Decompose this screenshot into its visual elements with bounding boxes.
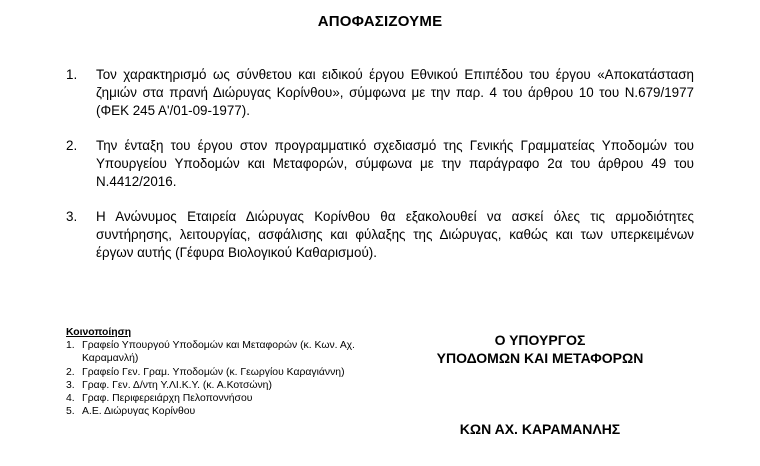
decision-item bbox=[66, 208, 694, 262]
notification-list bbox=[66, 339, 366, 418]
signatory-title bbox=[380, 331, 700, 367]
notification-number: 2. bbox=[66, 366, 75, 378]
notification-item bbox=[66, 392, 366, 405]
notification-text: Γραφ. Περιφερειάρχη Πελοποννήσου bbox=[82, 393, 253, 405]
notification-number: 3. bbox=[66, 379, 75, 391]
decision-number: 1. bbox=[66, 67, 78, 82]
decision-text: Τον χαρακτηρισμό ως σύνθετου και ειδικού έργου Εθνικού Επιπέδου του έργου «Αποκατάσταση ζημιών στα πρανή Διώρυγας Κορίνθου», σύμφωνα με την παρ. 4 του άρθρου 10 του Ν.679/1977 (ΦΕΚ 245 Α'/01-09-1977). bbox=[96, 67, 694, 118]
decision-text: Η Ανώνυμος Εταιρεία Διώρυγας Κορίνθου θα εξακολουθεί να ασκεί όλες τις αρμοδιότητες συντήρησης, λειτουργίας, ασφάλισης και φύλαξης της Διώρυγας, καθώς και των υπερκειμένων έργων αυτής (Γέφυρα Βιολογικού Καθαρισμού). bbox=[96, 209, 694, 260]
decision-number: 2. bbox=[66, 138, 78, 153]
decision-heading: ΑΠΟΦΑΣΙΖΟΥΜΕ bbox=[317, 13, 443, 30]
notification-item bbox=[66, 405, 366, 418]
notification-number: 4. bbox=[66, 393, 75, 405]
decision-text: Την ένταξη του έργου στον προγραμματικό σχεδιασμό της Γενικής Γραμματείας Υποδομών του Υπουργείου Υποδομών και Μεταφορών, σύμφωνα με την παράγραφο 2α του άρθρου 49 του Ν.4412/2016. bbox=[96, 138, 694, 189]
notification-item bbox=[66, 379, 366, 392]
decision-number: 3. bbox=[66, 209, 78, 224]
notification-text: Α.Ε. Διώρυγας Κορίνθου bbox=[82, 406, 196, 418]
notification-item bbox=[66, 366, 366, 379]
signatory-title-line: ΥΠΟΔΟΜΩΝ ΚΑΙ ΜΕΤΑΦΟΡΩΝ bbox=[436, 350, 644, 366]
signatory-title-line: Ο ΥΠΟΥΡΓΟΣ bbox=[494, 332, 586, 348]
decision-item bbox=[66, 137, 694, 191]
notification-text: Γραφ. Γεν. Δ/ντη Υ.ΛΙ.Κ.Υ. (κ. Α.Κοτσώνη) bbox=[82, 379, 272, 391]
decision-list bbox=[66, 66, 694, 279]
signatory-name: ΚΩΝ ΑΧ. ΚΑΡΑΜΑΝΛΗΣ bbox=[459, 421, 621, 437]
notification-title: Κοινοποίηση bbox=[66, 327, 132, 338]
decision-item bbox=[66, 66, 694, 120]
notification-number: 1. bbox=[66, 340, 75, 352]
notification-text: Γραφείο Υπουργού Υποδομών και Μεταφορών (κ. Κων. Αχ. Καραμανλή) bbox=[82, 340, 355, 365]
notification-number: 5. bbox=[66, 406, 75, 418]
notification-block bbox=[66, 326, 366, 418]
notification-item bbox=[66, 339, 366, 365]
notification-text: Γραφείο Γεν. Γραμ. Υποδομών (κ. Γεωργίου Καραγιάννη) bbox=[82, 366, 345, 378]
